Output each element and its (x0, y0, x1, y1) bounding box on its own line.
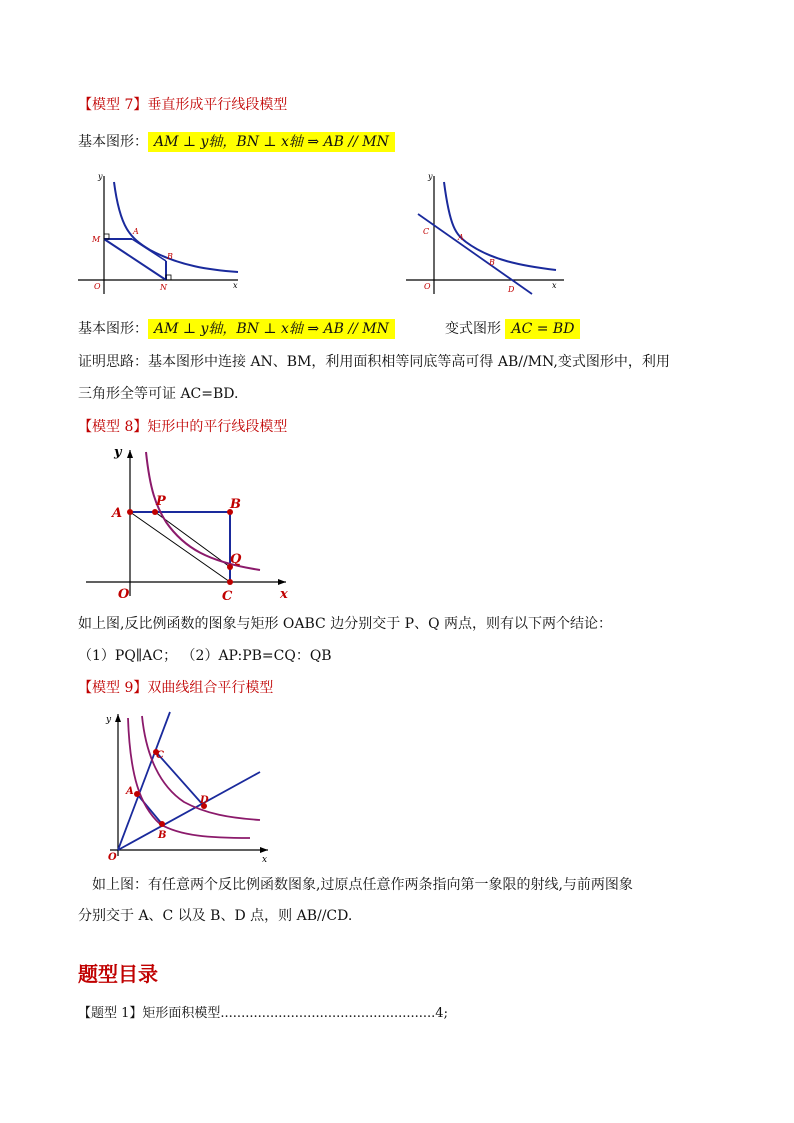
model9-figure (100, 706, 280, 866)
model7-label: 模型 7 (92, 97, 134, 113)
model7-basic-line-2: 基本图形： AM ⊥ y轴，BN ⊥ x轴 ⇒ AB // MN (78, 318, 395, 338)
model8-desc: 如上图,反比例函数的图象与矩形 OABC 边分别交于 P、Q 两点，则有以下两个结论： (78, 616, 612, 632)
toc-title: 题型目录 (78, 962, 158, 986)
point-b (159, 821, 165, 827)
label-y: y (106, 715, 112, 725)
label-y: y (98, 172, 103, 181)
model9-desc-1: 如上图：有任意两个反比例函数图象,过原点任意作两条指向第一象限的射线,与前两图象 (92, 877, 633, 893)
model7-figure-basic (70, 168, 250, 298)
model7-basic-formula-2: AM ⊥ y轴，BN ⊥ x轴 ⇒ AB // MN (148, 319, 395, 339)
model7-heading: 【模型 7】垂直形成平行线段模型 (78, 97, 288, 113)
label-b: B (158, 830, 167, 841)
model7-figure-variant (400, 168, 580, 298)
label-a: A (126, 786, 134, 797)
model7-title: 垂直形成平行线段模型 (147, 97, 288, 113)
label-x: x (280, 587, 288, 602)
segment-ab (137, 794, 162, 824)
label-b: B (230, 497, 241, 512)
label-y: y (114, 445, 122, 460)
point-a (134, 791, 140, 797)
hyperbola (444, 182, 556, 270)
model7-variant-formula: AC = BD (505, 319, 580, 339)
model7-proof-2: 三角形全等可证 AC=BD. (78, 386, 239, 402)
label-a: A (458, 233, 464, 242)
toc-item-dots: .................................................... (220, 1006, 436, 1021)
label-c: C (156, 750, 164, 761)
label-a: A (112, 506, 123, 521)
point-a (127, 509, 133, 515)
hyperbola-inner (128, 718, 250, 838)
label-x: x (552, 281, 557, 290)
model7-basic-line: 基本图形： AM ⊥ y轴，BN ⊥ x轴 ⇒ AB // MN (78, 131, 395, 151)
model8-conclusions: （1）PQ∥AC； （2）AP:PB=CQ：QB (78, 648, 332, 664)
label-n: N (160, 283, 167, 292)
model8-title: 矩形中的平行线段模型 (147, 419, 288, 435)
label-x: x (233, 281, 238, 290)
model9-heading: 【模型 9】双曲线组合平行模型 (78, 680, 274, 696)
label-o: O (108, 852, 117, 863)
toc-item-label: 【题型 1】矩形面积模型 (78, 1006, 221, 1021)
line-cd (418, 214, 532, 294)
label-o: O (424, 282, 431, 291)
segment-mn (104, 239, 166, 280)
label-x: x (262, 855, 268, 865)
label-p: P (156, 494, 166, 509)
model9-title: 双曲线组合平行模型 (147, 680, 274, 696)
label-o: O (118, 587, 130, 602)
model8-figure (80, 440, 300, 605)
toc-item-1[interactable] (78, 1002, 448, 1021)
label-y: y (428, 172, 433, 181)
model7-basic-formula: AM ⊥ y轴，BN ⊥ x轴 ⇒ AB // MN (148, 132, 395, 152)
toc-item-page: 4; (435, 1006, 448, 1021)
model9-desc-2: 分别交于 A、C 以及 B、D 点，则 AB//CD. (78, 908, 353, 924)
segment-ab (132, 239, 166, 261)
segment-pq (155, 512, 230, 567)
model7-proof-1: 证明思路：基本图形中连接 AN、BM，利用面积相等同底等高可得 AB//MN,变式图形中，利用 (78, 354, 670, 370)
label-a: A (133, 227, 139, 236)
label-b: B (489, 258, 495, 267)
point-c (227, 579, 233, 585)
label-d: D (508, 285, 515, 294)
label-d: D (200, 795, 209, 806)
label-b: B (167, 252, 173, 261)
label-c: C (222, 589, 233, 604)
label-o: O (94, 282, 101, 291)
model9-label: 模型 9 (92, 680, 134, 696)
diagonal-ac (130, 512, 230, 582)
label-q: Q (230, 552, 242, 567)
label-m: M (92, 235, 101, 244)
label-c: C (423, 227, 430, 236)
model7-variant-line: 变式图形 AC = BD (445, 318, 580, 338)
model8-heading: 【模型 8】矩形中的平行线段模型 (78, 419, 288, 435)
model8-label: 模型 8 (92, 419, 134, 435)
point-p (152, 509, 158, 515)
